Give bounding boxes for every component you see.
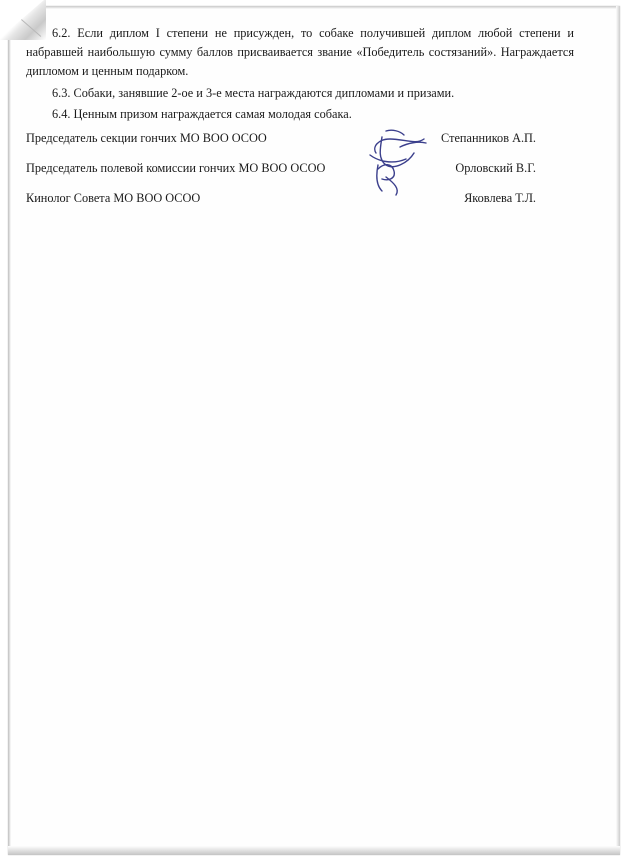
document-body (26, 24, 574, 124)
paragraph-6-3: 6.3. Собаки, занявшие 2-ое и 3-е места награждаются дипломами и призами. (52, 86, 455, 100)
signature-row (26, 131, 574, 161)
paragraph-6-4: 6.4. Ценным призом награждается самая молодая собака. (52, 107, 352, 121)
signature-row (26, 161, 574, 191)
scan-edge-top (8, 6, 620, 9)
signature-row (26, 191, 574, 221)
signature-name: Яковлева Т.Л. (464, 191, 536, 205)
scan-edge-left (8, 6, 11, 855)
signature-role: Председатель секции гончих МО ВОО ОСОО (26, 131, 267, 145)
scan-edge-bottom (8, 846, 620, 855)
scan-edge-right (616, 6, 620, 855)
signature-block (26, 131, 574, 221)
paragraph-6-2: 6.2. Если диплом I степени не присужден, то собаке получившей диплом любой степени и набравшей наибольшую сумму баллов присваивается звание «Победитель состязаний». Награждается дипломом и ценным подарком. (26, 26, 574, 78)
signature-role: Кинолог Совета МО ВОО ОСОО (26, 191, 201, 205)
signature-role: Председатель полевой комиссии гончих МО ВОО ОСОО (26, 161, 326, 175)
signature-name: Орловский В.Г. (455, 161, 536, 175)
signature-name: Степанников А.П. (441, 131, 536, 145)
